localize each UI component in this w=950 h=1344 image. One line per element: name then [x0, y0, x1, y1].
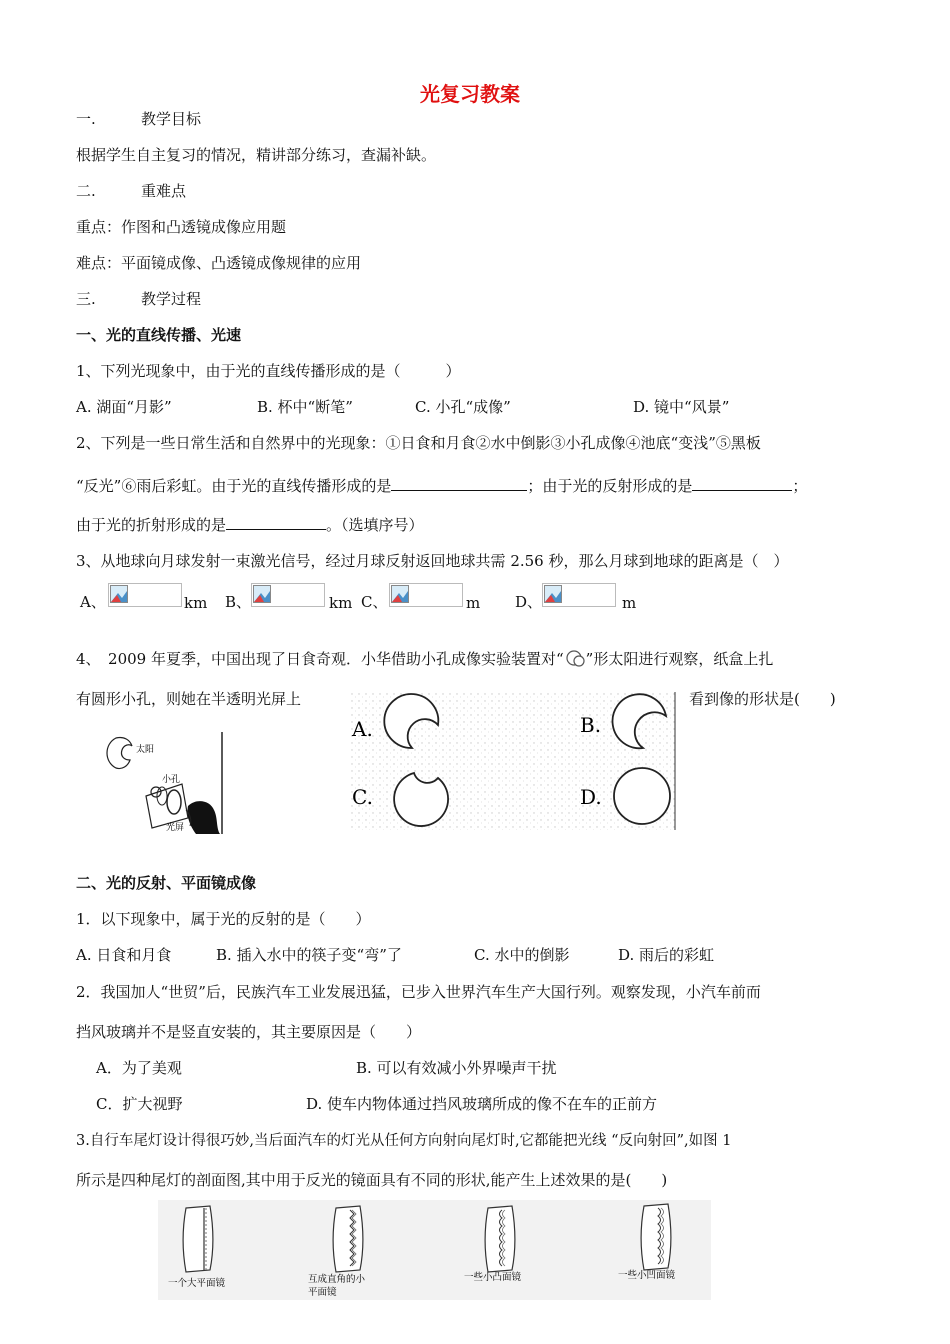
girl-head — [187, 801, 220, 834]
p2-q1-option-c: C. 水中的倒影 — [474, 946, 570, 964]
caption-corner-mirrors-2: 平面镜 — [308, 1287, 337, 1298]
part-2-heading: 二、光的反射、平面镜成像 — [76, 874, 257, 892]
p2-question-3-line-2: 所示是四种尾灯的剖面图,其中用于反光的镜面具有不同的形状,能产生上述效果的是( ) — [76, 1171, 668, 1189]
broken-image-icon — [544, 585, 562, 603]
q4-text-c: 有圆形小孔，则她在半透明光屏上 — [76, 690, 302, 708]
tail-light-convex-mirrors — [485, 1206, 515, 1272]
q3-option-d-label: D、 — [515, 593, 543, 611]
q3-option-a-formula-image — [108, 583, 182, 607]
p2-q1-option-a: A. 日食和月食 — [76, 946, 172, 964]
choice-c-shape — [394, 773, 448, 826]
p2-question-2-line-2: 挡风玻璃并不是竖直安装的，其主要原因是（ ） — [76, 1023, 422, 1041]
caption-concave-mirrors: 一些小凹面镜 — [618, 1270, 676, 1281]
p1-q1-option-b: B. 杯中“断笔” — [257, 398, 353, 416]
q3-option-c-label: C、 — [361, 593, 388, 611]
p1-question-3: 3、从地球向月球发射一束激光信号，经过月球反射返回地球共需 2.56 秒，那么月球到地球的距离是（ ） — [76, 552, 789, 570]
p2-question-3-line-1: 3.自行车尾灯设计得很巧妙,当后面汽车的灯光从任何方向射向尾灯时,它都能把光线 “反向射回”,如图 1 — [76, 1133, 732, 1149]
p1-question-1: 1、下列光现象中，由于光的直线传播形成的是（ ） — [76, 362, 461, 380]
choice-d-shape — [614, 768, 670, 824]
section-3-label: 教学过程 — [141, 290, 202, 308]
p2-question-1: 1．以下现象中，属于光的反射的是（ ） — [76, 910, 371, 928]
goal-text: 根据学生自主复习的情况，精讲部分练习，查漏补缺。 — [76, 146, 437, 164]
p1-question-2-line-3 — [76, 514, 424, 535]
tail-light-corner-mirrors — [333, 1206, 363, 1272]
p1-question-4-line-1 — [76, 648, 773, 669]
part-1-heading: 一、光的直线传播、光速 — [76, 326, 242, 344]
q4-text-a: 4、 2009 年夏季，中国出现了日食奇观．小华借助小孔成像实验装置对“ — [76, 650, 564, 668]
p1-q1-option-c: C. 小孔“成像” — [415, 398, 511, 416]
q3-option-a-label: A、 — [80, 593, 106, 611]
q3-option-b-formula-image — [251, 583, 325, 607]
caption-plane-mirror: 一个大平面镜 — [168, 1278, 226, 1289]
q3-option-b-label: B、 — [225, 593, 252, 611]
section-1-label: 教学目标 — [141, 110, 202, 128]
choice-b-label: B. — [580, 713, 602, 737]
difficult-point: 难点：平面镜成像、凸透镜成像规律的应用 — [76, 254, 362, 272]
caption-corner-mirrors-1: 互成直角的小 — [308, 1274, 366, 1285]
section-1-number: 一. — [76, 110, 96, 128]
p2-q2-option-a: A．为了美观 — [96, 1059, 182, 1077]
sun-label: 太阳 — [136, 745, 155, 755]
p2-q2-option-d: D. 使车内物体通过挡风玻璃所成的像不在车的正前方 — [306, 1095, 658, 1113]
q3-option-c-formula-image — [389, 583, 463, 607]
section-3-number: 三. — [76, 290, 96, 308]
p2-q1-option-d: D. 雨后的彩虹 — [618, 946, 715, 964]
q2-text-b: ；由于光的反射形成的是 — [527, 477, 693, 495]
page-title: 光复习教案 — [420, 82, 520, 106]
q4-text-d: 看到像的形状是( ) — [689, 690, 836, 708]
choice-a-label: A. — [352, 717, 373, 741]
choice-d-label: D. — [580, 785, 602, 809]
key-point: 重点：作图和凸透镜成像应用题 — [76, 218, 287, 236]
q2-text-d: 由于光的折射形成的是 — [76, 516, 227, 534]
p2-q2-option-c: C．扩大视野 — [96, 1095, 183, 1113]
q2-text-e: 。（选填序号） — [326, 516, 424, 534]
tail-light-concave-mirrors — [641, 1204, 671, 1270]
q4-text-b: ”形太阳进行观察，纸盒上扎 — [585, 650, 774, 668]
answer-blank-refraction[interactable] — [226, 514, 326, 530]
choice-c-label: C. — [352, 785, 373, 809]
p1-q1-option-a: A. 湖面“月影” — [76, 398, 172, 416]
p1-question-2-line-1: 2、下列是一些日常生活和自然界中的光现象：①日食和月食②水中倒影③小孔成像④池底“变浅”⑤黑板 — [76, 434, 761, 452]
broken-image-icon — [391, 585, 409, 603]
screen-label: 光屏 — [166, 823, 185, 833]
q3-option-c-unit: m — [466, 594, 481, 612]
tail-light-plane-mirror — [183, 1206, 213, 1272]
crescent-sun-icon — [564, 648, 586, 668]
broken-image-icon — [110, 585, 128, 603]
caption-convex-mirrors: 一些小凸面镜 — [464, 1272, 522, 1283]
q3-option-b-unit: km — [329, 594, 353, 612]
sun-shape — [107, 737, 132, 768]
q4-choices-figure — [350, 692, 678, 830]
tail-light-figure — [158, 1200, 711, 1300]
pinhole-apparatus-figure — [100, 730, 224, 836]
p2-q2-option-b: B. 可以有效减小外界噪声干扰 — [356, 1059, 557, 1077]
q2-text-c: ； — [792, 477, 808, 495]
answer-blank-rectilinear[interactable] — [391, 475, 527, 491]
q3-option-d-formula-image — [542, 583, 616, 607]
p1-q1-option-d: D. 镜中“风景” — [633, 398, 730, 416]
section-2-label: 重难点 — [141, 182, 187, 200]
answer-blank-reflection[interactable] — [692, 475, 792, 491]
section-2-number: 二. — [76, 182, 96, 200]
p2-q1-option-b: B. 插入水中的筷子变“弯”了 — [216, 946, 402, 964]
hole-label: 小孔 — [162, 775, 181, 785]
p1-question-2-line-2 — [76, 475, 807, 496]
q3-option-d-unit: m — [622, 594, 637, 612]
q3-option-a-unit: km — [184, 594, 208, 612]
q2-text-a: “反光”⑥雨后彩虹。由于光的直线传播形成的是 — [76, 477, 392, 495]
p2-question-2-line-1: 2．我国加人“世贸”后，民族汽车工业发展迅猛，已步入世界汽车生产大国行列。观察发现，小汽车前而 — [76, 983, 761, 1001]
broken-image-icon — [253, 585, 271, 603]
